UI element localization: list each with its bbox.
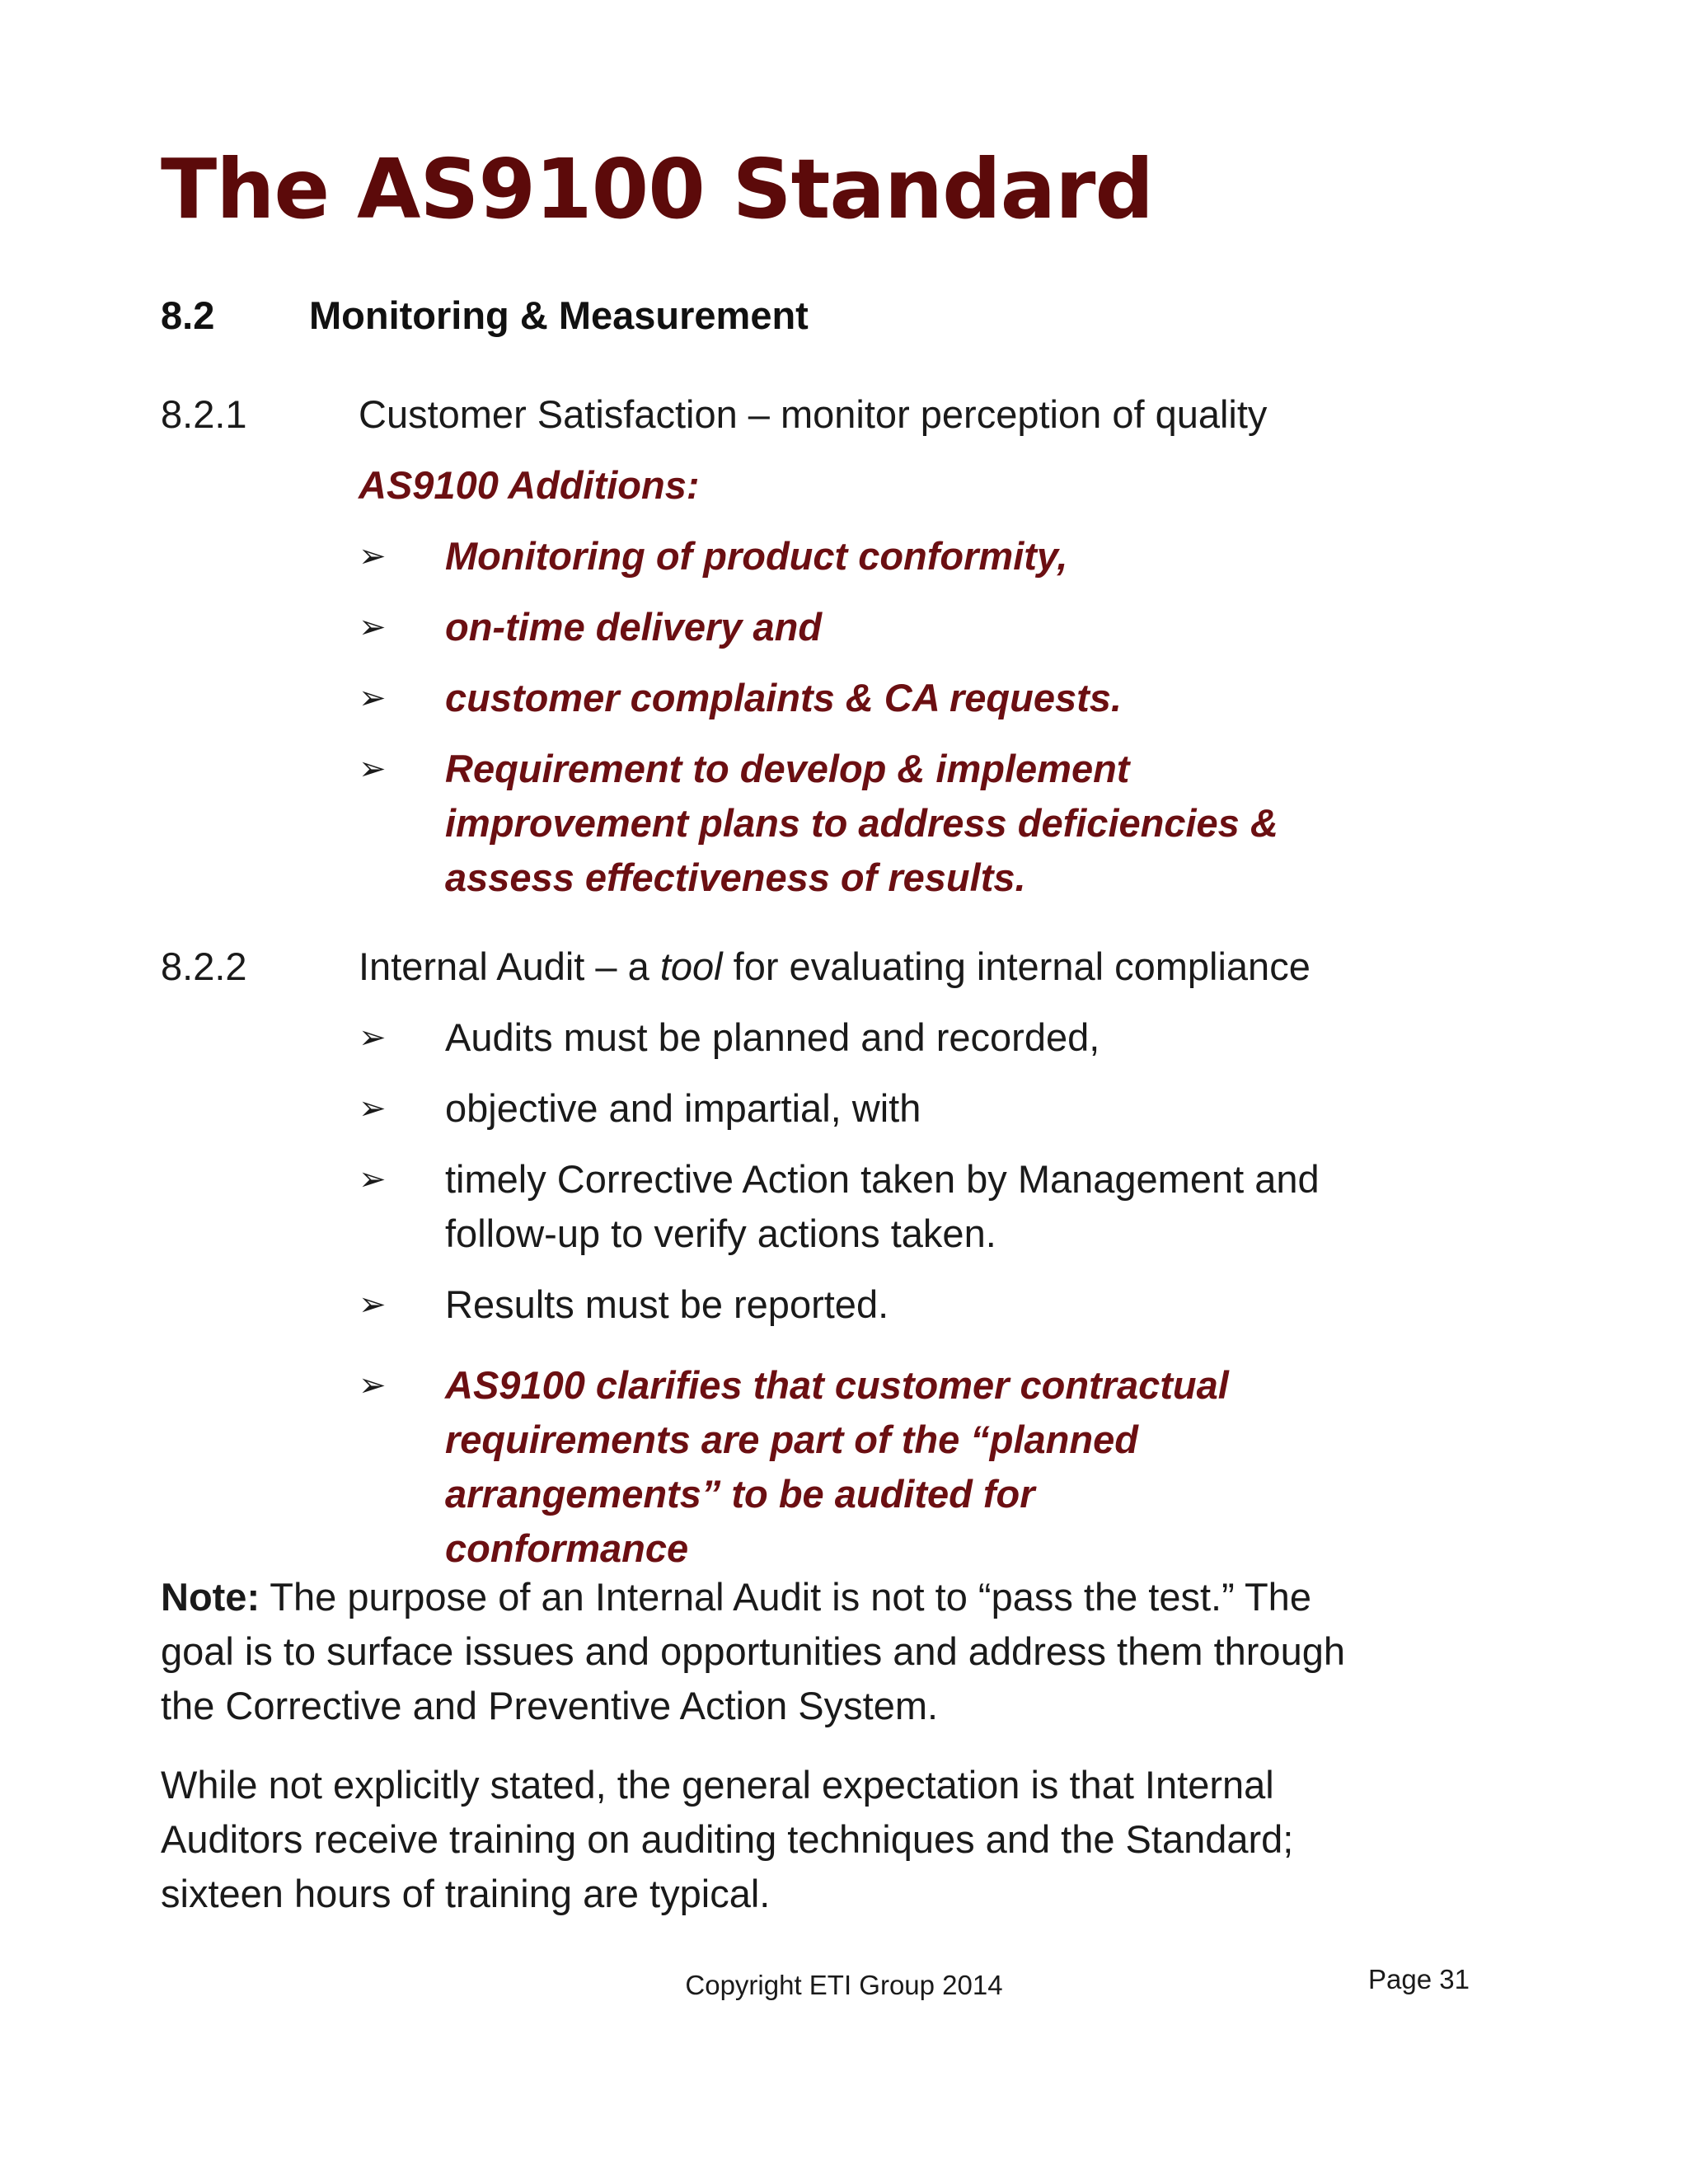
note-label: Note:: [161, 1575, 260, 1619]
subsection-number: 8.2.2: [161, 944, 247, 988]
arrow-bullet-icon: ➢: [359, 537, 387, 575]
arrow-bullet-icon: ➢: [359, 1286, 387, 1324]
page-title: The AS9100 Standard: [161, 141, 1154, 237]
list-item: ➢ timely Corrective Action taken by Management and follow-up to verify actions taken.: [359, 1152, 1348, 1261]
list-item: ➢ on-time delivery and: [359, 600, 1348, 654]
subsection-text: Internal Audit – a tool for evaluating internal compliance: [359, 944, 1311, 988]
arrow-bullet-icon: ➢: [359, 1160, 387, 1198]
arrow-bullet-icon: ➢: [359, 608, 387, 646]
training-paragraph: While not explicitly stated, the general expectation is that Internal Auditors receive training on auditing techniques and the Standard; sixteen hours of training are typical.: [161, 1763, 1294, 1915]
section-heading: [161, 293, 809, 339]
note-paragraph: Note: The purpose of an Internal Audit is not to “pass the test.” The goal is to surface issues and opportunities and address them through the Corrective and Preventive Action System.: [161, 1575, 1345, 1727]
subsection-body: [359, 387, 1595, 905]
subsection-text: Customer Satisfaction – monitor perception of quality: [359, 392, 1268, 436]
section-title: Monitoring & Measurement: [309, 293, 809, 337]
list-item: ➢ Monitoring of product conformity,: [359, 529, 1348, 583]
footer-page-number: Page 31: [1368, 1964, 1470, 1994]
list-item: ➢ objective and impartial, with: [359, 1081, 1348, 1136]
arrow-bullet-icon: ➢: [359, 750, 387, 788]
section-number: 8.2: [161, 293, 215, 337]
audit-list: [359, 1010, 1348, 1576]
footer-copyright: Copyright ETI Group 2014: [685, 1970, 1003, 2000]
additions-label: AS9100 Additions:: [359, 463, 700, 507]
note-block: [161, 1570, 1381, 1946]
list-item: ➢ Requirement to develop & implement improvement plans to address deficiencies & assess effectiveness of results.: [359, 742, 1348, 905]
additions-list: [359, 529, 1348, 905]
list-item: ➢ Audits must be planned and recorded,: [359, 1010, 1348, 1065]
list-item: ➢ Results must be reported.: [359, 1277, 1348, 1332]
arrow-bullet-icon: ➢: [359, 1090, 387, 1127]
arrow-bullet-icon: ➢: [359, 1019, 387, 1057]
subsection-body: [359, 940, 1595, 1576]
list-item: ➢ AS9100 clarifies that customer contractual requirements are part of the “planned arrangements” to be audited for conformance: [359, 1358, 1269, 1576]
list-item: ➢ customer complaints & CA requests.: [359, 671, 1348, 725]
arrow-bullet-icon: ➢: [359, 1366, 387, 1404]
arrow-bullet-icon: ➢: [359, 679, 387, 717]
subsection-number: 8.2.1: [161, 392, 247, 436]
